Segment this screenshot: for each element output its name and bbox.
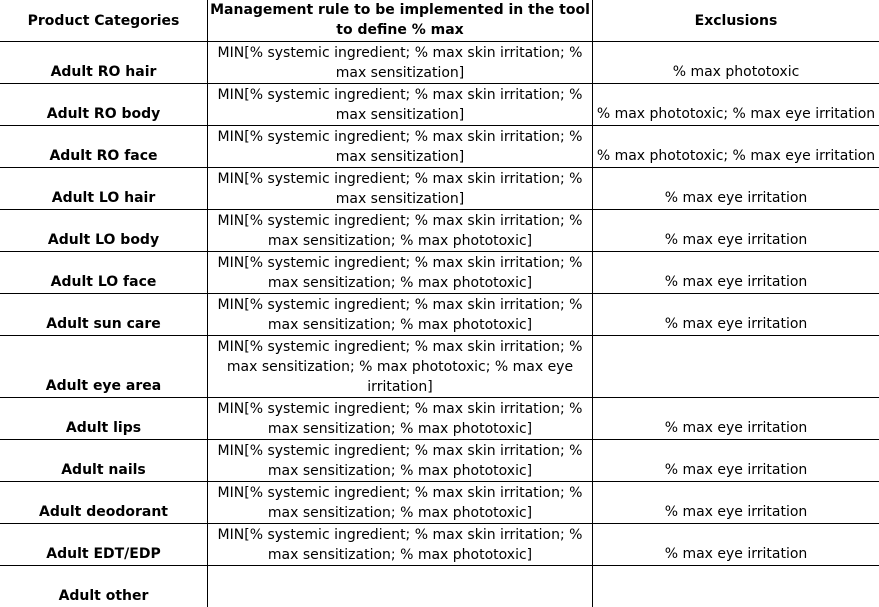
- rule-cell[interactable]: MIN[% systemic ingredient; % max skin irritation; % max sensitization]: [208, 126, 593, 168]
- table-row: [0, 252, 879, 294]
- category-cell[interactable]: Adult eye area: [0, 336, 208, 398]
- table-row: [0, 168, 879, 210]
- table-row: [0, 566, 879, 607]
- exclusions-cell[interactable]: [593, 336, 879, 398]
- table-row: [0, 126, 879, 168]
- header-management-rule[interactable]: Management rule to be implemented in the tool to define % max: [208, 0, 593, 42]
- category-cell[interactable]: Adult RO hair: [0, 42, 208, 84]
- rule-cell[interactable]: MIN[% systemic ingredient; % max skin irritation; % max sensitization]: [208, 168, 593, 210]
- table-row: [0, 42, 879, 84]
- header-exclusions[interactable]: Exclusions: [593, 0, 879, 42]
- rule-cell[interactable]: [208, 566, 593, 607]
- category-cell[interactable]: Adult LO body: [0, 210, 208, 252]
- category-cell[interactable]: Adult EDT/EDP: [0, 524, 208, 566]
- rule-cell[interactable]: MIN[% systemic ingredient; % max skin irritation; % max sensitization; % max phototoxic; % max eye irritation]: [208, 336, 593, 398]
- exclusions-cell[interactable]: % max eye irritation: [593, 210, 879, 252]
- exclusions-cell[interactable]: % max eye irritation: [593, 524, 879, 566]
- category-cell[interactable]: Adult LO face: [0, 252, 208, 294]
- exclusions-cell[interactable]: [593, 566, 879, 607]
- rule-cell[interactable]: MIN[% systemic ingredient; % max skin irritation; % max sensitization; % max phototoxic]: [208, 252, 593, 294]
- exclusions-cell[interactable]: % max phototoxic: [593, 42, 879, 84]
- table-row: [0, 482, 879, 524]
- table-row: [0, 336, 879, 398]
- category-cell[interactable]: Adult lips: [0, 398, 208, 440]
- rule-cell[interactable]: MIN[% systemic ingredient; % max skin irritation; % max sensitization; % max phototoxic]: [208, 210, 593, 252]
- exclusions-cell[interactable]: % max eye irritation: [593, 168, 879, 210]
- category-cell[interactable]: Adult nails: [0, 440, 208, 482]
- rule-cell[interactable]: MIN[% systemic ingredient; % max skin irritation; % max sensitization; % max phototoxic]: [208, 294, 593, 336]
- header-product-categories[interactable]: Product Categories: [0, 0, 208, 42]
- exclusions-cell[interactable]: % max eye irritation: [593, 252, 879, 294]
- category-cell[interactable]: Adult LO hair: [0, 168, 208, 210]
- exclusions-cell[interactable]: % max eye irritation: [593, 440, 879, 482]
- table-row: [0, 210, 879, 252]
- exclusions-cell[interactable]: % max eye irritation: [593, 294, 879, 336]
- rule-cell[interactable]: MIN[% systemic ingredient; % max skin irritation; % max sensitization]: [208, 84, 593, 126]
- rule-cell[interactable]: MIN[% systemic ingredient; % max skin irritation; % max sensitization; % max phototoxic]: [208, 482, 593, 524]
- rule-cell[interactable]: MIN[% systemic ingredient; % max skin irritation; % max sensitization; % max phototoxic]: [208, 440, 593, 482]
- category-cell[interactable]: Adult deodorant: [0, 482, 208, 524]
- header-row: [0, 0, 879, 42]
- table-row: [0, 524, 879, 566]
- rule-cell[interactable]: MIN[% systemic ingredient; % max skin irritation; % max sensitization]: [208, 42, 593, 84]
- exclusions-cell[interactable]: % max eye irritation: [593, 482, 879, 524]
- rule-cell[interactable]: MIN[% systemic ingredient; % max skin irritation; % max sensitization; % max phototoxic]: [208, 524, 593, 566]
- exclusions-cell[interactable]: % max phototoxic; % max eye irritation: [593, 126, 879, 168]
- category-cell[interactable]: Adult other: [0, 566, 208, 607]
- exclusions-cell[interactable]: % max phototoxic; % max eye irritation: [593, 84, 879, 126]
- category-cell[interactable]: Adult sun care: [0, 294, 208, 336]
- exclusions-cell[interactable]: % max eye irritation: [593, 398, 879, 440]
- rule-cell[interactable]: MIN[% systemic ingredient; % max skin irritation; % max sensitization; % max phototoxic]: [208, 398, 593, 440]
- category-cell[interactable]: Adult RO face: [0, 126, 208, 168]
- table-row: [0, 440, 879, 482]
- category-cell[interactable]: Adult RO body: [0, 84, 208, 126]
- table-row: [0, 84, 879, 126]
- table-row: [0, 398, 879, 440]
- table-row: [0, 294, 879, 336]
